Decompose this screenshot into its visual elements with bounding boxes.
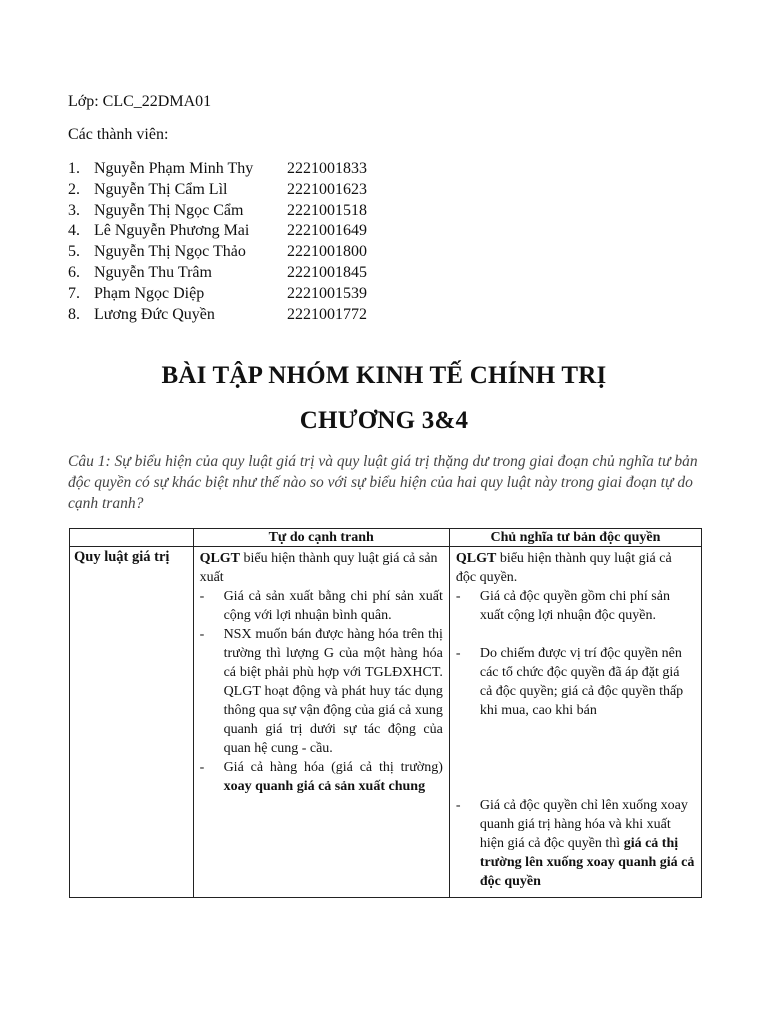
item-text: Giá cả sản xuất bằng chi phí sản xuất cộng với lợi nhuận bình quân. xyxy=(223,589,443,623)
table-header-monopoly-capitalism: Chủ nghĩa tư bản độc quyền xyxy=(449,529,701,547)
monopoly-capitalism-cell xyxy=(449,547,701,898)
item-text: Giá cả độc quyền gồm chi phí sản xuất cộng lợi nhuận độc quyền. xyxy=(479,589,670,623)
member-name: Lê Nguyễn Phương Mai xyxy=(94,222,250,240)
member-id: 2221001772 xyxy=(287,305,367,323)
member-id: 2221001539 xyxy=(287,284,367,302)
item-text-plain: Giá cả hàng hóa (giá cả thị trường) xyxy=(223,760,443,775)
cell-lead xyxy=(200,549,443,587)
list-item xyxy=(68,284,367,305)
bullet-dash: - xyxy=(455,798,461,813)
member-number: 1. xyxy=(68,160,80,177)
lead-text: biểu hiện thành quy luật giá cả độc quyền. xyxy=(455,551,672,585)
bullet-dash: - xyxy=(455,589,461,604)
member-id: 2221001800 xyxy=(287,243,367,261)
member-number: 3. xyxy=(68,201,80,219)
table-header-row xyxy=(70,529,702,547)
list-item xyxy=(456,796,695,891)
list-item xyxy=(456,587,695,625)
item-text-bold: xoay quanh giá cả sản xuất chung xyxy=(223,779,426,794)
spacer xyxy=(456,777,695,796)
member-id: 2221001649 xyxy=(287,222,367,240)
comparison-table xyxy=(69,528,702,898)
document-subtitle: CHƯƠNG 3&4 xyxy=(299,407,469,434)
spacer xyxy=(456,720,695,739)
list-item xyxy=(200,625,443,758)
bullet-dash: - xyxy=(199,760,205,775)
lead-bold: QLGT xyxy=(199,551,241,566)
cell-lead xyxy=(456,549,695,587)
list-item xyxy=(68,180,367,201)
member-name: Nguyễn Thị Ngọc Thảo xyxy=(94,243,246,261)
spacer xyxy=(456,739,695,758)
member-number: 2. xyxy=(68,180,80,198)
lead-bold: QLGT xyxy=(455,551,497,566)
member-number: 5. xyxy=(68,243,80,261)
item-text xyxy=(224,758,443,796)
question-text: Câu 1: Sự biểu hiện của quy luật giá trị và quy luật giá trị thặng dư trong giai đoạn chủ nghĩa tư bản độc quyền có sự khác biệt như thế nào so với sự biểu hiện của hai quy luật này trong giai đoạn tự do cạnh tranh? xyxy=(68,453,698,512)
member-number: 6. xyxy=(68,263,80,281)
list-item xyxy=(68,263,367,284)
member-name: Nguyễn Thị Ngọc Cẩm xyxy=(94,201,244,219)
item-text: Do chiếm được vị trí độc quyền nên các tổ chức độc quyền đã áp đặt giá cả độc quyền; giá cả độc quyền thấp khi mua, cao khi bán xyxy=(479,646,684,718)
member-id: 2221001623 xyxy=(287,180,367,198)
list-item xyxy=(68,159,367,180)
spacer xyxy=(456,758,695,777)
members-label: Các thành viên: xyxy=(68,126,169,143)
member-number: 8. xyxy=(68,305,80,323)
row-label: Quy luật giá trị xyxy=(70,547,194,898)
item-text-bold: giá cả thị trường lên xuống xoay quanh giá cả độc quyền xyxy=(479,836,695,889)
member-number: 7. xyxy=(68,284,80,302)
class-line: Lớp: CLC_22DMA01 xyxy=(68,93,212,110)
free-competition-cell xyxy=(193,547,449,898)
list-item xyxy=(68,221,367,242)
list-item xyxy=(68,305,367,326)
document-title: BÀI TẬP NHÓM KINH TẾ CHÍNH TRỊ xyxy=(161,362,607,389)
bullet-dash: - xyxy=(199,627,205,642)
list-item xyxy=(68,242,367,263)
member-number: 4. xyxy=(68,222,80,240)
list-item xyxy=(200,758,443,796)
table-header-free-competition: Tự do cạnh tranh xyxy=(193,529,449,547)
member-name: Nguyễn Phạm Minh Thy xyxy=(94,160,254,177)
member-id: 2221001518 xyxy=(287,201,367,219)
table-row xyxy=(70,547,702,898)
list-item xyxy=(456,644,695,720)
table-header-empty xyxy=(70,529,194,547)
member-id: 2221001845 xyxy=(287,263,367,281)
member-name: Nguyễn Thị Cẩm Lìl xyxy=(94,180,228,198)
member-name: Phạm Ngọc Diệp xyxy=(94,284,205,302)
spacer xyxy=(456,625,695,644)
bullet-dash: - xyxy=(199,589,205,604)
item-text: NSX muốn bán được hàng hóa trên thị trường thì lượng G của một hàng hóa cá biệt phải phù hợp với TGLĐXHCT. QLGT hoạt động và phát huy tác dụng thông qua sự vận động của giá cả xung quanh giá trị dưới sự tác động của quan hệ cung - cầu. xyxy=(223,627,443,756)
item-text-plain: Giá cả độc quyền chỉ lên xuống xoay quanh giá trị hàng hóa và khi xuất hiện giá cả độc quyền thì xyxy=(479,798,688,851)
item-text xyxy=(480,796,695,891)
members-list xyxy=(68,159,367,325)
member-name: Lương Đức Quyền xyxy=(94,305,215,323)
member-name: Nguyễn Thu Trâm xyxy=(94,263,212,281)
member-id: 2221001833 xyxy=(287,160,367,177)
list-item xyxy=(68,201,367,222)
list-item xyxy=(200,587,443,625)
lead-text: biểu hiện thành quy luật giá cả sản xuất xyxy=(199,551,438,585)
bullet-dash: - xyxy=(455,646,461,661)
